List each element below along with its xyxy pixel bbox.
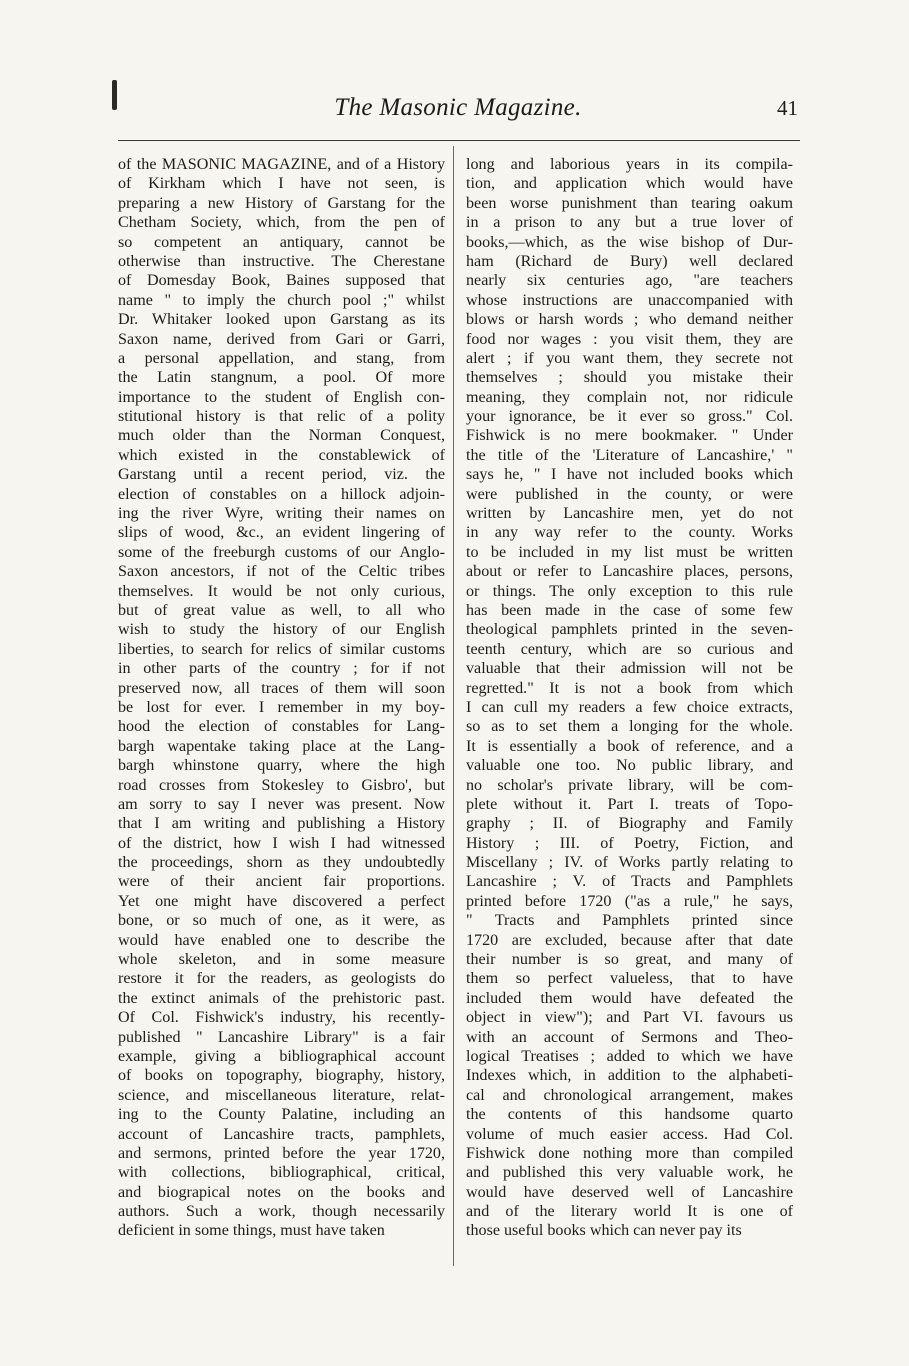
text-line: has been made in the case of some few (466, 601, 793, 619)
text-line: slips of wood, &c., an evident lingering of (118, 524, 445, 542)
text-line: stitutional history is that relic of a polity (118, 408, 445, 426)
text-line: I can cull my readers a few choice extracts, (466, 698, 793, 716)
text-line: Miscellany ; IV. of Works partly relating to (466, 854, 793, 872)
text-line: about or refer to Lancashire places, persons, (466, 563, 793, 581)
text-line: with collections, bibliographical, critical, (118, 1164, 445, 1182)
text-line: in a prison to any but a true lover of (466, 214, 793, 232)
text-line: the Latin stangnum, a pool. Of more (118, 369, 445, 387)
text-line: science, and miscellaneous literature, relat- (118, 1086, 445, 1104)
text-line: long and laborious years in its compila- (466, 156, 793, 173)
text-line: tion, and application which would have (466, 175, 793, 193)
text-line: Indexes which, in addition to the alphabeti- (466, 1067, 793, 1085)
running-head: The Masonic Magazine. (334, 94, 582, 121)
text-line: some of the freeburgh customs of our Anglo- (118, 543, 445, 561)
text-line: meaning, they complain not, nor ridicule (466, 388, 793, 406)
text-line: were of their ancient fair proportions. (118, 873, 445, 891)
text-line: themselves. It would be not only curious, (118, 582, 445, 600)
text-line: nearly six centuries ago, "are teachers (466, 272, 793, 290)
text-line: " Tracts and Pamphlets printed since (466, 912, 793, 930)
text-line: Garstang until a recent period, viz. the (118, 466, 445, 484)
text-line: ing the river Wyre, writing their names on (118, 505, 445, 523)
text-line: books,—which, as the wise bishop of Dur- (466, 233, 793, 251)
text-line: would have deserved well of Lancashire (466, 1183, 793, 1201)
text-line: be lost for ever. I remember in my boy- (118, 698, 445, 716)
text-line: a personal appellation, and stang, from (118, 349, 445, 367)
text-line: your ignorance, be it ever so gross." Col. (466, 408, 793, 426)
text-line: Fishwick done nothing more than compiled (466, 1144, 793, 1162)
text-line: but of great value as well, to all who (118, 601, 445, 619)
text-line: preparing a new History of Garstang for the (118, 194, 445, 212)
text-line: account of Lancashire tracts, pamphlets, (118, 1125, 445, 1143)
text-line: authors. Such a work, though necessarily (118, 1203, 445, 1221)
text-line: Saxon ancestors, if not of the Celtic tribes (118, 563, 445, 581)
text-line: Dr. Whitaker looked upon Garstang as its (118, 311, 445, 329)
text-line: bone, or so much of one, as it were, as (118, 912, 445, 930)
text-line: Of Col. Fishwick's industry, his recently- (118, 1009, 445, 1027)
text-line: the contents of this handsome quarto (466, 1106, 793, 1124)
text-line: Lancashire ; V. of Tracts and Pamphlets (466, 873, 793, 891)
text-line: whole skeleton, and in some measure (118, 951, 445, 969)
column-divider (453, 146, 454, 1266)
text-line: blows or harsh words ; who demand neither (466, 311, 793, 329)
text-line: regretted." It is not a book from which (466, 679, 793, 697)
text-line: were published in the county, or were (466, 485, 793, 503)
text-line: ham (Richard de Bury) well declared (466, 252, 793, 270)
text-line: logical Treatises ; added to which we have (466, 1047, 793, 1065)
text-line: of the district, how I wish I had witnessed (118, 834, 445, 852)
text-line: ing to the County Palatine, including an (118, 1106, 445, 1124)
text-line: am sorry to say I never was present. Now (118, 795, 445, 813)
text-line: included them would have defeated the (466, 989, 793, 1007)
text-line: so competent an antiquary, cannot be (118, 233, 445, 251)
left-column (118, 155, 445, 1241)
text-line: and of the literary world It is one of (466, 1203, 793, 1221)
text-line: volume of much easier access. Had Col. (466, 1125, 793, 1143)
text-line: no scholar's private library, will be com- (466, 776, 793, 794)
text-line: alert ; if you want them, they secrete not (466, 349, 793, 367)
text-line: 1720 are excluded, because after that date (466, 931, 793, 949)
text-line: their number is so great, and many of (466, 951, 793, 969)
text-line: in any way refer to the county. Works (466, 524, 793, 542)
text-line: those useful books which can never pay its (466, 1222, 742, 1240)
text-line: hood the election of constables for Lang- (118, 718, 445, 736)
text-line: History ; III. of Poetry, Fiction, and (466, 834, 793, 852)
text-line: and published this very valuable work, he (466, 1164, 793, 1182)
text-line: graphy ; II. of Biography and Family (466, 815, 793, 833)
text-line: much older than the Norman Conquest, (118, 427, 445, 445)
page-number: 41 (777, 96, 798, 120)
text-line: been worse punishment than tearing oakum (466, 194, 793, 212)
text-line: food nor wages : you visit them, they are (466, 330, 793, 348)
text-line: the title of the 'Literature of Lancashire,' " (466, 446, 793, 464)
text-line: Chetham Society, which, from the pen of (118, 214, 445, 232)
text-line: valuable that their admission will not be (466, 660, 793, 678)
text-line: with an account of Sermons and Theo- (466, 1028, 793, 1046)
text-line: and sermons, printed before the year 1720, (118, 1144, 445, 1162)
text-line: in other parts of the country ; for if not (118, 660, 445, 678)
text-line: road crosses from Stokesley to Gisbro', but (118, 776, 445, 794)
text-line: themselves ; should you mistake their (466, 369, 793, 387)
text-line: otherwise than instructive. The Cherestane (118, 252, 445, 270)
right-column (466, 155, 793, 1241)
text-line: or things. The only exception to this rule (466, 582, 793, 600)
text-line: restore it for the readers, as geologists do (118, 970, 445, 988)
text-line: election of constables on a hillock adjoin- (118, 485, 445, 503)
text-line: deficient in some things, must have taken (118, 1222, 385, 1240)
text-line: valuable one too. No public library, and (466, 757, 793, 775)
text-line: to be included in my list must be written (466, 543, 793, 561)
text-line: which existed in the constablewick of (118, 446, 445, 464)
text-line: Saxon name, derived from Gari or Garri, (118, 330, 445, 348)
text-line: bargh whinstone quarry, where the high (118, 757, 445, 775)
text-line: of Kirkham which I have not seen, is (118, 175, 445, 193)
text-line: printed before 1720 ("as a rule," he says, (466, 892, 793, 910)
text-line: preserved now, all traces of them will soon (118, 679, 445, 697)
text-line: that I am writing and publishing a History (118, 815, 445, 833)
text-line: published " Lancashire Library" is a fair (118, 1028, 445, 1046)
header-rule (118, 140, 800, 141)
text-line: would have enabled one to describe the (118, 931, 445, 949)
text-line: Yet one might have discovered a perfect (118, 892, 445, 910)
text-line: whose instructions are unaccompanied with (466, 291, 793, 309)
text-line: Fishwick is no mere bookmaker. " Under (466, 427, 793, 445)
binding-mark (112, 80, 117, 110)
text-line: example, giving a bibliographical account (118, 1047, 445, 1065)
text-line: object in view"); and Part VI. favours us (466, 1009, 793, 1027)
text-line: of the MASONIC MAGAZINE, and of a History (118, 156, 445, 173)
text-line: teenth century, which are so curious and (466, 640, 793, 658)
text-line: plete without it. Part I. treats of Topo- (466, 795, 793, 813)
text-line: cal and chronological arrangement, makes (466, 1086, 793, 1104)
text-line: the proceedings, shorn as they undoubtedly (118, 854, 445, 872)
text-line: of Domesday Book, Baines supposed that (118, 272, 445, 290)
text-line: so as to set them a longing for the whole. (466, 718, 793, 736)
text-line: them so perfect valueless, that to have (466, 970, 793, 988)
text-line: It is essentially a book of reference, and a (466, 737, 793, 755)
text-line: theological pamphlets printed in the seven- (466, 621, 793, 639)
text-line: liberties, to search for relics of similar customs (118, 640, 445, 658)
text-line: name " to imply the church pool ;" whilst (118, 291, 445, 309)
text-line: says he, " I have not included books which (466, 466, 793, 484)
text-line: importance to the student of English con- (118, 388, 445, 406)
text-line: wish to study the history of our English (118, 621, 445, 639)
text-line: bargh wapentake taking place at the Lang- (118, 737, 445, 755)
text-line: of books on topography, biography, history, (118, 1067, 445, 1085)
page-header (118, 94, 798, 124)
text-line: written by Lancashire men, yet do not (466, 505, 793, 523)
text-line: and biograpical notes on the books and (118, 1183, 445, 1201)
text-line: the extinct animals of the prehistoric past. (118, 989, 445, 1007)
